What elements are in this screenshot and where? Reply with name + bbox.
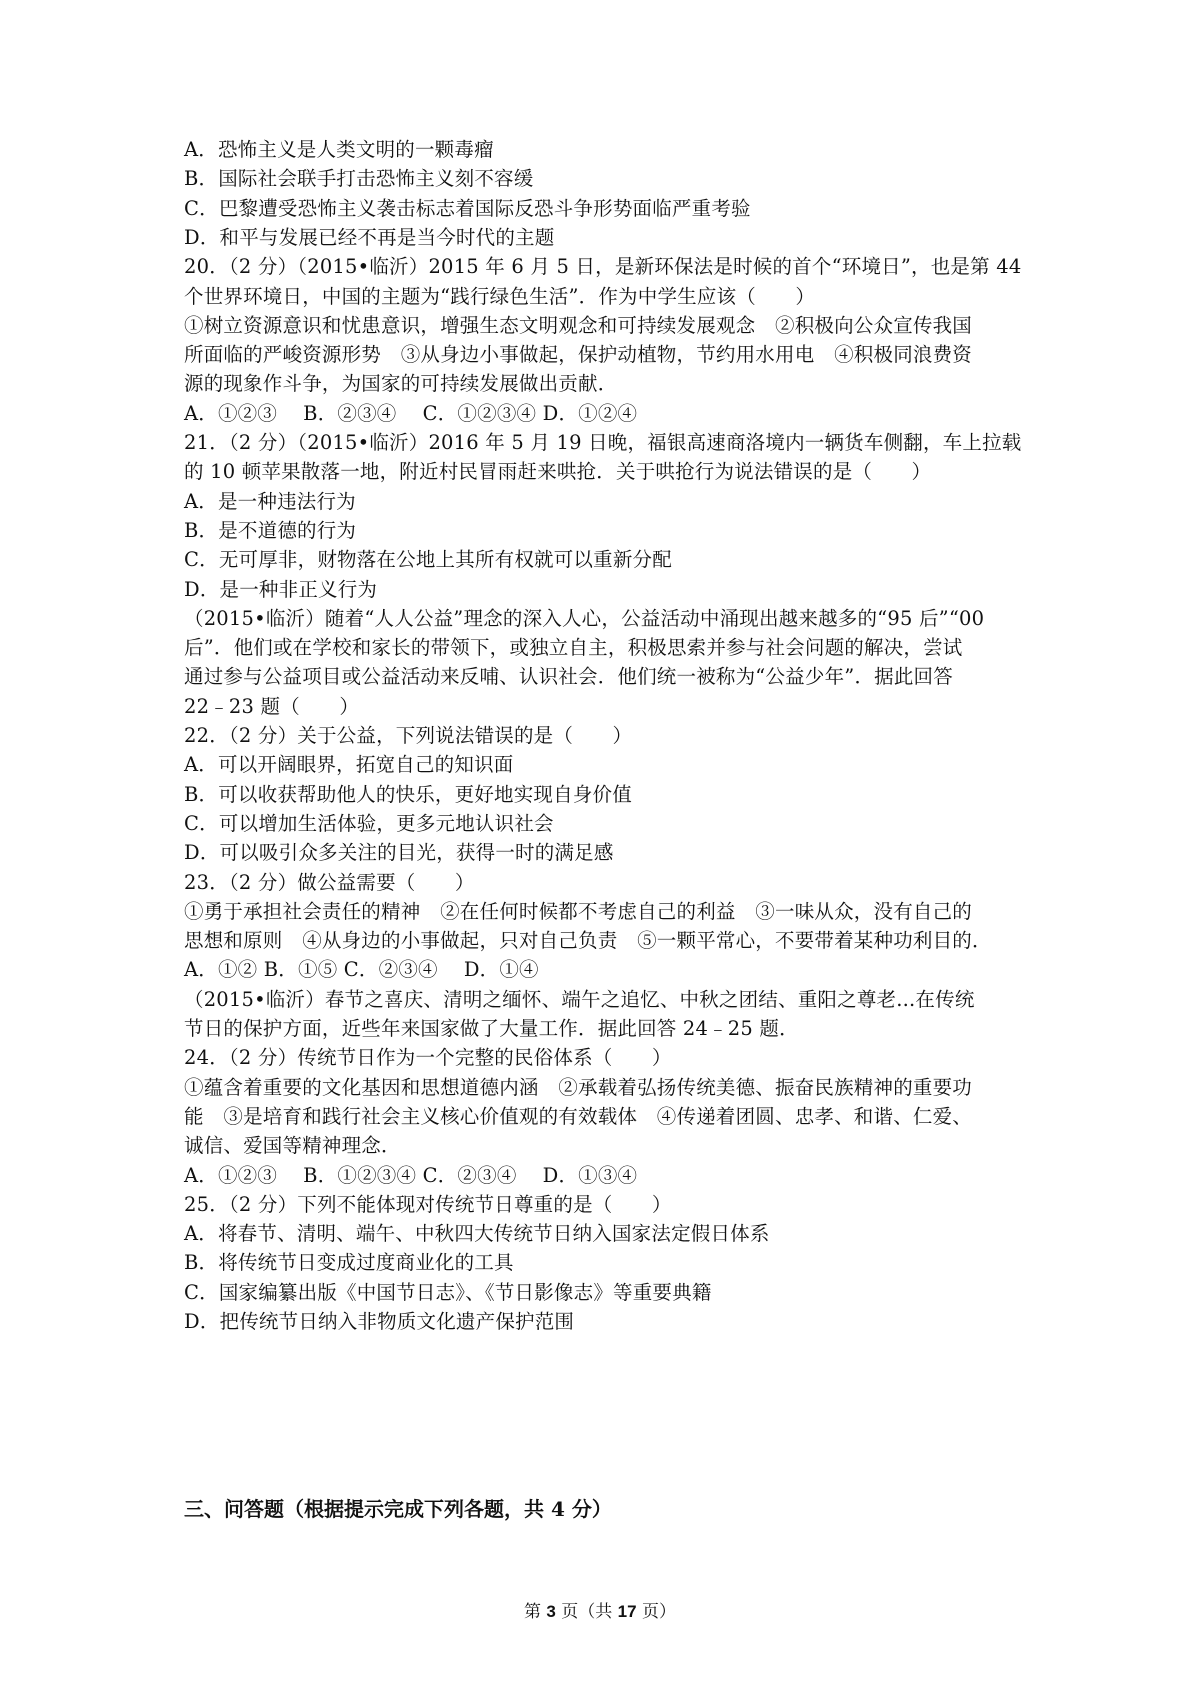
text-line: （2015•临沂）春节之喜庆、清明之缅怀、端午之追忆、中秋之团结、重阳之尊老...在传统: [184, 988, 975, 1011]
text-line: C．可以增加生活体验，更多元地认识社会: [184, 812, 554, 835]
text-line: D．和平与发展已经不再是当今时代的主题: [184, 226, 555, 249]
text-line: A．①②③ B．②③④ C．①②③④ D．①②④: [184, 402, 638, 425]
text-line: A．①②③ B．①②③④ C．②③④ D．①③④: [184, 1164, 638, 1187]
text-line: 个世界环境日，中国的主题为“践行绿色生活”．作为中学生应该（ ）: [184, 285, 816, 308]
text-line: 能 ③是培育和践行社会主义核心价值观的有效载体 ④传递着团圆、忠孝、和谐、仁爱、: [184, 1105, 973, 1128]
text-line: 诚信、爱国等精神理念．: [184, 1134, 401, 1157]
text-line: 20．（2 分）（2015•临沂）2015 年 6 月 5 日，是新环保法是时候的首个“环境日”，也是第 44: [184, 255, 1022, 278]
page-footer: [0, 1597, 1200, 1622]
text-line: 思想和原则 ④从身边的小事做起，只对自己负责 ⑤一颗平常心，不要带着某种功利目的．: [184, 929, 992, 952]
text-line: 源的现象作斗争，为国家的可持续发展做出贡献．: [184, 372, 618, 395]
footer-total-pages: 17: [617, 1602, 637, 1621]
text-line: 节日的保护方面，近些年来国家做了大量工作．据此回答 24﹣25 题．: [184, 1017, 799, 1040]
text-line: 所面临的严峻资源形势 ③从身边小事做起，保护动植物，节约用水用电 ④积极同浪费资: [184, 343, 973, 366]
text-line: 21．（2 分）（2015•临沂）2016 年 5 月 19 日晚，福银高速商洛境内一辆货车侧翻，车上拉载: [184, 431, 1022, 454]
text-line: A．将春节、清明、端午、中秋四大传统节日纳入国家法定假日体系: [184, 1222, 770, 1245]
text-line: D．把传统节日纳入非物质文化遗产保护范围: [184, 1310, 575, 1333]
text-line: 23．（2 分）做公益需要（ ）: [184, 871, 475, 894]
text-line: （2015•临沂）随着“人人公益”理念的深入人心，公益活动中涌现出越来越多的“95 后”“00: [184, 607, 985, 630]
text-line: ①树立资源意识和忧患意识，增强生态文明观念和可持续发展观念 ②积极向公众宣传我国: [184, 314, 973, 337]
text-line: B．将传统节日变成过度商业化的工具: [184, 1251, 514, 1274]
text-line: B．国际社会联手打击恐怖主义刻不容缓: [184, 167, 534, 190]
text-line: A．恐怖主义是人类文明的一颗毒瘤: [184, 138, 494, 161]
text-line: 24．（2 分）传统节日作为一个完整的民俗体系（ ）: [184, 1046, 672, 1069]
footer-suffix: 页）: [636, 1602, 676, 1622]
text-line: C．无可厚非，财物落在公地上其所有权就可以重新分配: [184, 548, 672, 571]
text-line: B．可以收获帮助他人的快乐，更好地实现自身价值: [184, 783, 632, 806]
text-line: D．是一种非正义行为: [184, 578, 378, 601]
text-line: 的 10 顿苹果散落一地，附近村民冒雨赶来哄抢．关于哄抢行为说法错误的是（ ）: [184, 460, 932, 483]
section-heading: 三、问答题（根据提示完成下列各题，共 4 分）: [184, 1497, 612, 1521]
text-line: 通过参与公益项目或公益活动来反哺、认识社会．他们统一被称为“公益少年”．据此回答: [184, 665, 953, 688]
text-line: 22．（2 分）关于公益，下列说法错误的是（ ）: [184, 724, 633, 747]
footer-page-number: 3: [546, 1602, 556, 1621]
footer-middle: 页（共: [555, 1602, 618, 1622]
text-line: C．巴黎遭受恐怖主义袭击标志着国际反恐斗争形势面临严重考验: [184, 197, 751, 220]
text-line: 后”．他们或在学校和家长的带领下，或独立自主，积极思索并参与社会问题的解决，尝试: [184, 636, 963, 659]
text-line: 25．（2 分）下列不能体现对传统节日尊重的是（ ）: [184, 1193, 672, 1216]
text-line: 22﹣23 题（ ）: [184, 695, 360, 718]
text-line: ①蕴含着重要的文化基因和思想道德内涵 ②承载着弘扬传统美德、振奋民族精神的重要功: [184, 1076, 973, 1099]
text-line: D．可以吸引众多关注的目光，获得一时的满足感: [184, 841, 614, 864]
text-line: A．是一种违法行为: [184, 490, 356, 513]
text-line: C．国家编纂出版《中国节日志》、《节日影像志》等重要典籍: [184, 1281, 712, 1304]
text-line: B．是不道德的行为: [184, 519, 357, 542]
text-line: ①勇于承担社会责任的精神 ②在任何时候都不考虑自己的利益 ③一味从众，没有自己的: [184, 900, 973, 923]
text-line: A．可以开阔眼界，拓宽自己的知识面: [184, 753, 514, 776]
text-line: A．①② B．①⑤ C．②③④ D．①④: [184, 958, 539, 981]
footer-prefix: 第: [523, 1602, 547, 1622]
